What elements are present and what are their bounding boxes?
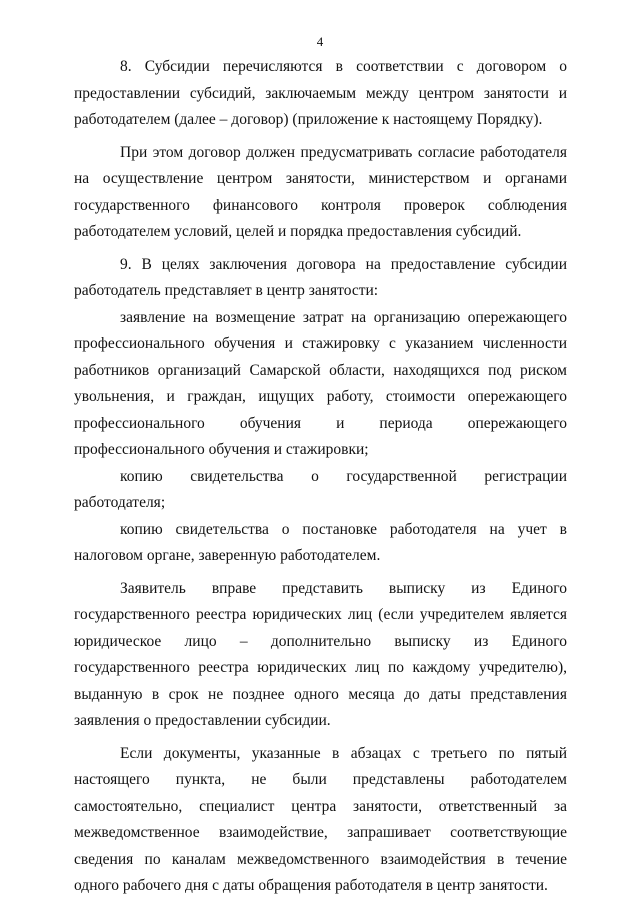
page-number: 4 — [316, 34, 324, 49]
paragraph-interagency-request: Если документы, указанные в абзацах с третьего по пятый настоящего пункта, не были представлены работодателем самостоятельно, специалист центра занятости, ответственный за межведомственное взаимодействие, запрашивает соответствующие сведения по каналам межведомственного взаимодействия в течение одного рабочего дня с даты обращения работодателя в центр занятости. — [74, 744, 567, 894]
paragraph-registry-extract: Заявитель вправе представить выписку из Единого государственного реестра юридических лиц (если учредителем является юридическое лицо – дополнительно выписку из Единого государственного реестра юридических лиц по каждому учредителю), выданную в срок не позднее одного месяца до даты представления заявления о предоставлении субсидии. — [74, 579, 567, 729]
list-item-registration-certificate: копию свидетельства о государственной регистрации работодателя; — [74, 467, 567, 511]
paragraph-8-subsidy-transfer: 8. Субсидии перечисляются в соответствии с договором о предоставлении субсидий, заключаемым между центром занятости и работодателем (далее – договор) (приложение к настоящему Порядку). — [74, 58, 567, 128]
list-item-application: заявление на возмещение затрат на организацию опережающего профессионального обучения и стажировку с указанием численности работников организаций Самарской области, находящихся под риском увольнения, и граждан, ищущих работу, стоимости опережающего профессионального обучения и периода опережающего профессионального обучения и стажировки; — [74, 308, 567, 458]
paragraph-contract-consent: При этом договор должен предусматривать согласие работодателя на осуществление центром занятости, министерством и органами государственного финансового контроля проверок соблюдения работодателем условий, целей и порядка предоставления субсидий. — [74, 143, 567, 240]
paragraph-9-documents-intro: 9. В целях заключения договора на предоставление субсидии работодатель представляет в центр занятости: — [74, 255, 567, 299]
document-body — [74, 54, 567, 900]
list-item-tax-certificate: копию свидетельства о постановке работодателя на учет в налоговом органе, заверенную работодателем. — [74, 520, 567, 564]
